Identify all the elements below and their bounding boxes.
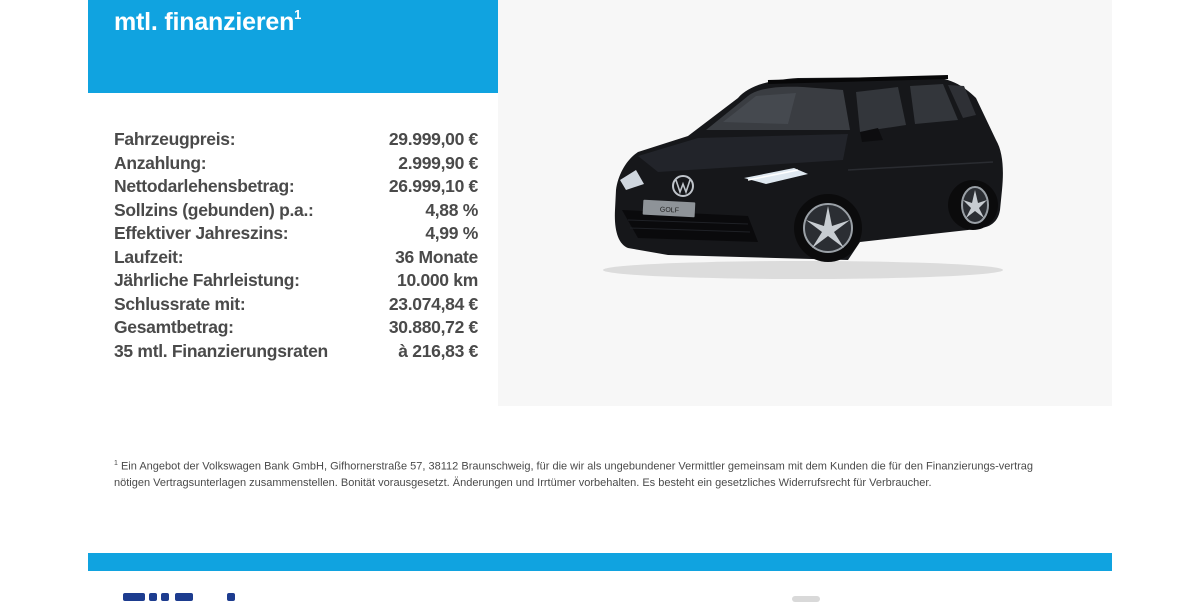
car-image-panel <box>498 0 1112 406</box>
financing-row-effective-rate <box>114 222 478 246</box>
row-label: Jährliche Fahrleistung: <box>114 270 300 291</box>
row-value: 36 Monate <box>395 246 478 267</box>
financing-row-mileage <box>114 269 478 293</box>
financing-row-vehicle-price <box>114 128 478 152</box>
row-label: Effektiver Jahreszins: <box>114 223 289 244</box>
row-label: Anzahlung: <box>114 152 207 173</box>
row-value: 30.880,72 € <box>388 317 478 338</box>
dealer-logo-partial <box>123 593 243 603</box>
row-value: 29.999,00 € <box>388 129 478 150</box>
financing-row-net-loan <box>114 175 478 199</box>
vw-golf-variant-car-image <box>598 60 1018 290</box>
financing-row-borrowing-rate <box>114 199 478 223</box>
legal-footnote <box>114 456 1034 491</box>
row-label: Gesamtbetrag: <box>114 317 234 338</box>
footnote-text: Ein Angebot der Volkswagen Bank GmbH, Gifhornerstraße 57, 38112 Braunschweig, für die wir als ungebundener Vermittler gemeinsam mit dem Kunden die für den Finanzierungs-vertrag nötigen Vertragsunterlagen zusammenstellen. Bonität vorausgesetzt. Änderungen und Irrtümer vorbehalten. Es besteht ein gesetzliches Widerrufsrecht für Verbraucher. <box>114 460 1034 489</box>
financing-row-total-amount <box>114 316 478 340</box>
title-text: mtl. finanzieren <box>114 8 295 36</box>
row-label: Fahrzeugpreis: <box>114 129 236 150</box>
row-label: Laufzeit: <box>114 246 184 267</box>
row-value: 2.999,90 € <box>398 152 478 173</box>
row-value: 4,99 % <box>425 223 478 244</box>
footnote-marker: 1 <box>114 460 118 467</box>
row-label: Schlussrate mit: <box>114 293 246 314</box>
row-value: 26.999,10 € <box>388 176 478 197</box>
financing-row-final-installment <box>114 293 478 317</box>
financing-row-down-payment <box>114 152 478 176</box>
plate-text: GOLF <box>659 206 680 215</box>
row-value: 4,88 % <box>425 199 478 220</box>
row-value: à 216,83 € <box>398 340 478 361</box>
footnote-marker: 1 <box>294 6 302 22</box>
row-label: Nettodarlehensbetrag: <box>114 176 295 197</box>
header-banner <box>88 0 498 93</box>
rear-wheel <box>948 180 998 230</box>
row-value: 23.074,84 € <box>388 293 478 314</box>
financing-table <box>114 128 478 363</box>
financing-row-monthly-installments <box>114 340 478 364</box>
partner-logo-partial <box>792 596 820 602</box>
page-title <box>114 8 301 37</box>
row-label: 35 mtl. Finanzierungsraten <box>114 340 328 361</box>
front-wheel <box>794 194 862 262</box>
footer-accent-bar <box>88 553 1112 571</box>
row-label: Sollzins (gebunden) p.a.: <box>114 199 314 220</box>
financing-row-term <box>114 246 478 270</box>
row-value: 10.000 km <box>397 270 478 291</box>
